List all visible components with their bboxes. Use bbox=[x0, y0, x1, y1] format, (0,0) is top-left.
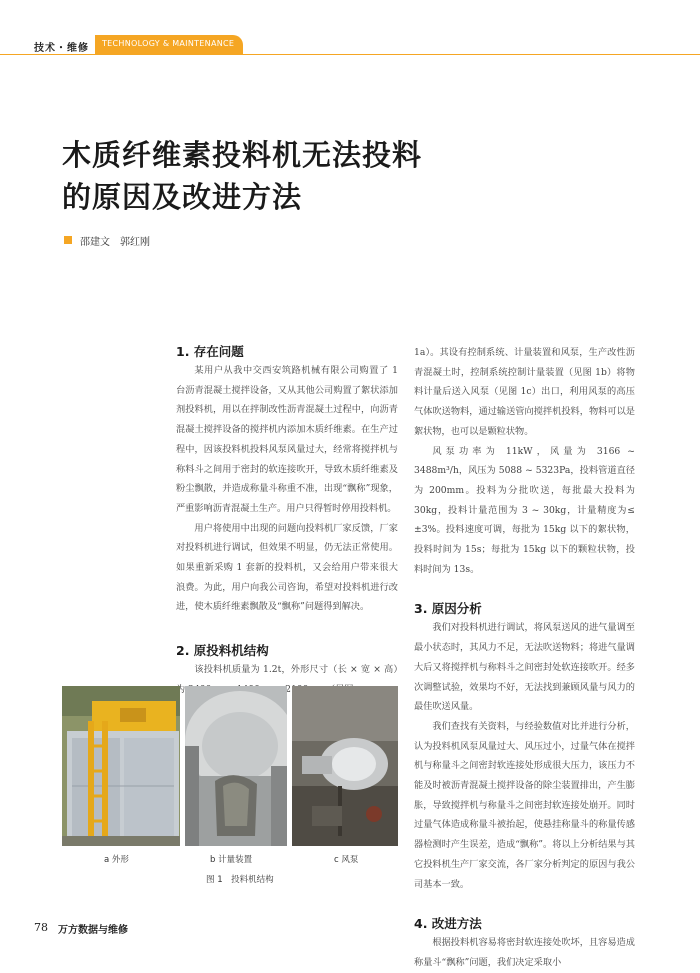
s3-paragraph-2: 我们查找有关资料，与经验数值对比并进行分析，认为投料机风泵风量过大、风压过小，过量气体在搅拌机与称量斗之间密封软连接处形成很大压力，该压力不能及时被沥青混凝土搅拌设备的除尘装置排出，产生膨胀，导致搅拌机与称量斗之间密封软连接处崩开。同时过量气体造成称量斗被抬起，使悬挂称量斗的称量传感器检测时产生误差，造成“飘称”。将以上分析结果与其它投料机生产厂家交流，各厂家分析判定的原因与我公司基本一致。 bbox=[414, 720, 635, 890]
caption-a: a 外形 bbox=[104, 855, 129, 865]
journal-name: 万方数据与维修 bbox=[58, 925, 128, 936]
article-title bbox=[62, 134, 422, 218]
photo-exterior bbox=[62, 686, 180, 846]
s2-paragraph-2: 风泵功率为 11kW，风量为 3166 ~ 3488m³/h，风压为 5088 ~ 5323Pa，投料管道直径为 200mm。投料为分批吹送，每批最大投料为 30kg，投料计量范围为 3 ~ 30kg，计量精度为≤ ±3%。投料速度可调，每批为 15kg 以下的絮状物，投料时间为 15s；每批为 15kg 以下的颗粒状物，投料时间为 13s。 bbox=[414, 445, 635, 575]
heading-s2: 2. 原投料机结构 bbox=[176, 643, 269, 659]
caption-b: b 计量装置 bbox=[210, 855, 253, 865]
section-tab-label: TECHNOLOGY & MAINTENANCE bbox=[102, 39, 235, 48]
header-rule bbox=[0, 54, 700, 55]
heading-s4: 4. 改进方法 bbox=[414, 916, 482, 932]
photo-metering-device bbox=[185, 686, 287, 846]
authors: 邵建文 郭红刚 bbox=[80, 237, 150, 248]
heading-s3: 3. 原因分析 bbox=[414, 601, 482, 617]
column-left bbox=[176, 343, 398, 700]
s3-paragraph-1: 我们对投料机进行调试，将风泵送风的进气量调至最小状态时，其风力不足，无法吹送物料；将进气量调大后又将搅拌机与称料斗之间密封处软连接吹开。经多次调整试验，效果均不好，无法找到兼顾风量与风力的最佳吹送风量。 bbox=[414, 622, 635, 713]
title-line-2: 的原因及改进方法 bbox=[62, 180, 303, 214]
s2-paragraph-1: 该投料机质量为 1.2t，外形尺寸（长 × 宽 × 高）为 bbox=[176, 664, 398, 695]
title-line-1: 木质纤维素投料机无法投料 bbox=[62, 138, 423, 172]
caption-c: c 风泵 bbox=[334, 855, 359, 865]
s1-paragraph-1: 某用户从我中交西安筑路机械有限公司购置了 1 台沥青混凝土搅拌设备，又从其他公司购置了絮状添加剂投料机，用以在拌制改性沥青混凝土过程中，向沥青混凝土搅拌设备的搅拌机内添加木质纤维素。在生产过程中，因该投料机投料风泵风量过大，经常将搅拌机与称料斗之间用于密封的软连接吹开，导致木质纤维素及粉尘飘散，并造成称量斗称重不准，出现“飘称”现象，严重影响沥青混凝土生产。用户只得暂时停用投料机。 bbox=[176, 365, 398, 514]
photo-air-pump bbox=[292, 686, 398, 846]
section-label: 技术・维修 bbox=[34, 43, 89, 54]
s1-paragraph-2: 用户将使用中出现的问题向投料机厂家反馈，厂家对投料机进行调试，但效果不明显，仍无法正常使用。如果重新采购 1 套新的投料机，又会给用户带来很大浪费。为此，用户向我公司咨询，希望对投料机进行改进，使木质纤维素飘散及“飘称”问题得到解决。 bbox=[176, 522, 398, 613]
s2-paragraph-1-cont: 1a）。其设有控制系统、计量装置和风泵，生产改性沥青混凝土时，控制系统控制计量装置（见图 1b）将物料计量后送入风泵（见图 1c）出口，利用风泵的高压气体吹送物料，通过输送管向搅拌机投料，物料可以是絮状物，也可以是颗粒状物。 bbox=[414, 347, 635, 437]
page-number: 78 bbox=[34, 921, 48, 934]
heading-s1: 1. 存在问题 bbox=[176, 344, 244, 359]
section-tab bbox=[95, 35, 243, 54]
figure-caption: 图 1 投料机结构 bbox=[206, 875, 274, 885]
column-right bbox=[414, 343, 635, 973]
s4-paragraph-1: 根据投料机容易将密封软连接处吹坏，且容易造成称量斗“飘称”问题，我们决定采取小 bbox=[414, 937, 635, 968]
author-marker-icon bbox=[64, 236, 72, 244]
